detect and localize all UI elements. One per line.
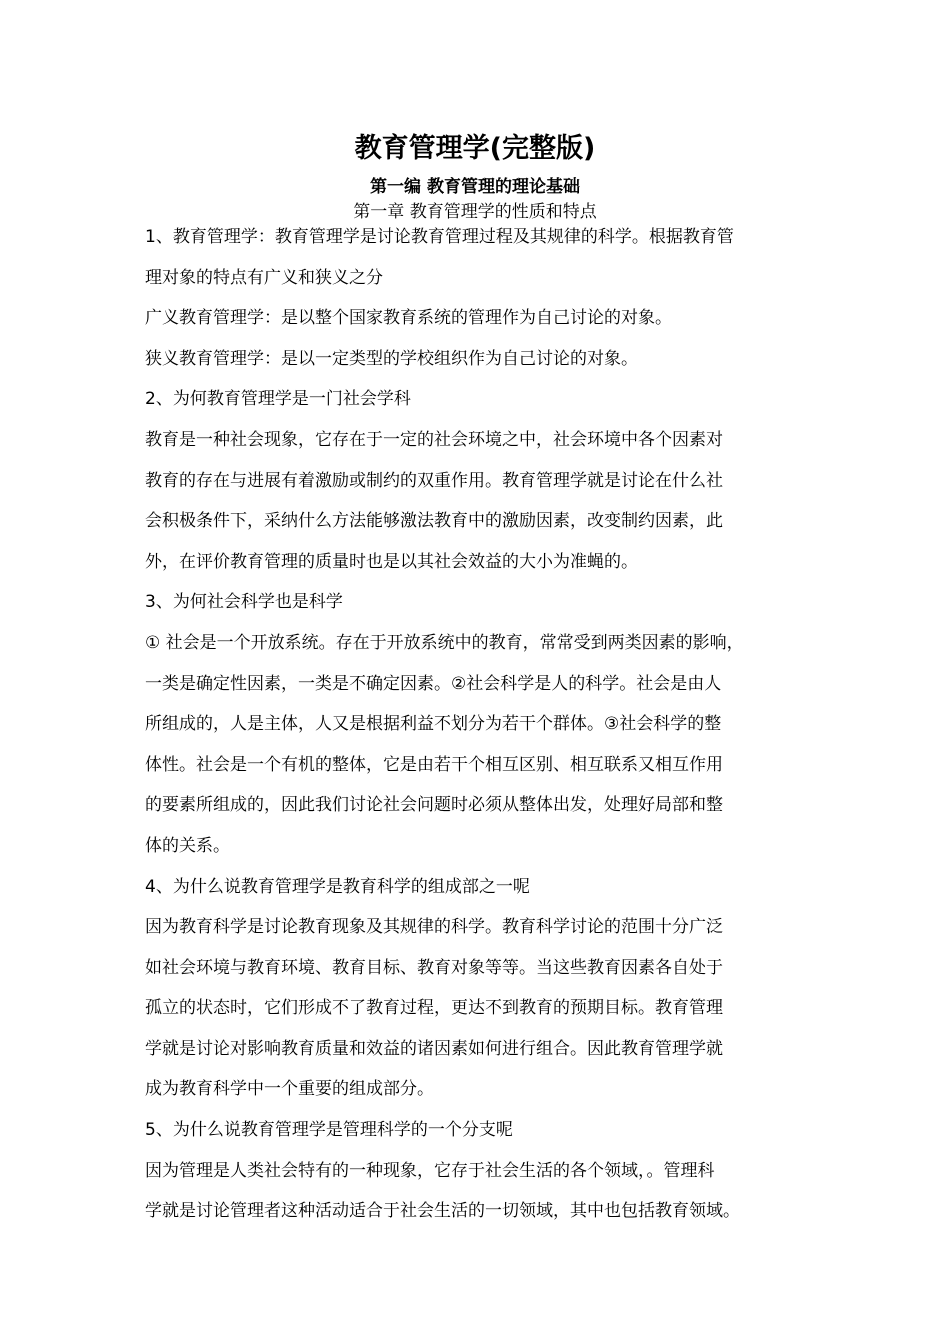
text-line: 孤立的状态时，它们形成不了教育过程，更达不到教育的预期目标。教育管理 [145, 998, 723, 1019]
text-line: 狭义教育管理学：是以一定类型的学校组织作为自己讨论的对象。 [145, 348, 638, 369]
text-line: 体性。社会是一个有机的整体，它是由若干个相互区别、相互联系又相互作用 [145, 754, 723, 775]
text-line: 成为教育科学中一个重要的组成部分。 [145, 1079, 434, 1100]
document-body [145, 223, 817, 1238]
text-line: 体的关系。 [145, 835, 230, 856]
text-line: 所组成的，人是主体，人又是根据利益不划分为若干个群体。③社会科学的整 [145, 714, 722, 735]
text-line: 因为管理是人类社会特有的一种现象，它存于社会生活的各个领域，。管理科 [145, 1160, 715, 1181]
part-heading: 第一编 教育管理的理论基础 [370, 177, 580, 197]
text-line: 3、为何社会科学也是科学 [145, 592, 343, 613]
text-line: 一类是确定性因素，一类是不确定因素。②社会科学是人的科学。社会是由人 [145, 673, 722, 694]
text-line: 因为教育科学是讨论教育现象及其规律的科学。教育科学讨论的范围十分广泛 [145, 917, 723, 938]
chapter-heading: 第一章 教育管理学的性质和特点 [353, 202, 597, 222]
text-line: 学就是讨论对影响教育质量和效益的诸因素如何进行组合。因此教育管理学就 [145, 1038, 723, 1059]
text-line: 的要素所组成的，因此我们讨论社会问题时必须从整体出发，处理好局部和整 [145, 795, 723, 816]
text-line: 学就是讨论管理者这种活动适合于社会生活的一切领域，其中也包括教育领域。 [145, 1201, 740, 1222]
text-line: 如社会环境与教育环境、教育目标、教育对象等等。当这些教育因素各自处于 [145, 957, 723, 978]
text-line: 1、教育管理学：教育管理学是讨论教育管理过程及其规律的科学。根据教育管 [145, 227, 734, 247]
text-line: 教育的存在与进展有着激励或制约的双重作用。教育管理学就是讨论在什么社 [145, 470, 723, 491]
text-line: 广义教育管理学：是以整个国家教育系统的管理作为自己讨论的对象。 [145, 308, 672, 329]
text-line: 教育是一种社会现象，它存在于一定的社会环境之中，社会环境中各个因素对 [145, 429, 723, 450]
text-line: ① 社会是一个开放系统。存在于开放系统中的教育，常常受到两类因素的影响， [145, 632, 744, 653]
text-line: 5、为什么说教育管理学是管理科学的一个分支呢 [145, 1120, 513, 1141]
text-line: 会积极条件下，采纳什么方法能够激法教育中的激励因素，改变制约因素，此 [145, 511, 723, 532]
text-line: 4、为什么说教育管理学是教育科学的组成部之一呢 [145, 876, 530, 897]
document-title: 教育管理学(完整版) [354, 133, 596, 164]
text-line: 外，在评价教育管理的质量时也是以其社会效益的大小为准蝇的。 [145, 551, 638, 572]
text-line: 2、为何教育管理学是一门社会学科 [145, 389, 411, 410]
text-line: 理对象的特点有广义和狭义之分 [145, 267, 383, 288]
